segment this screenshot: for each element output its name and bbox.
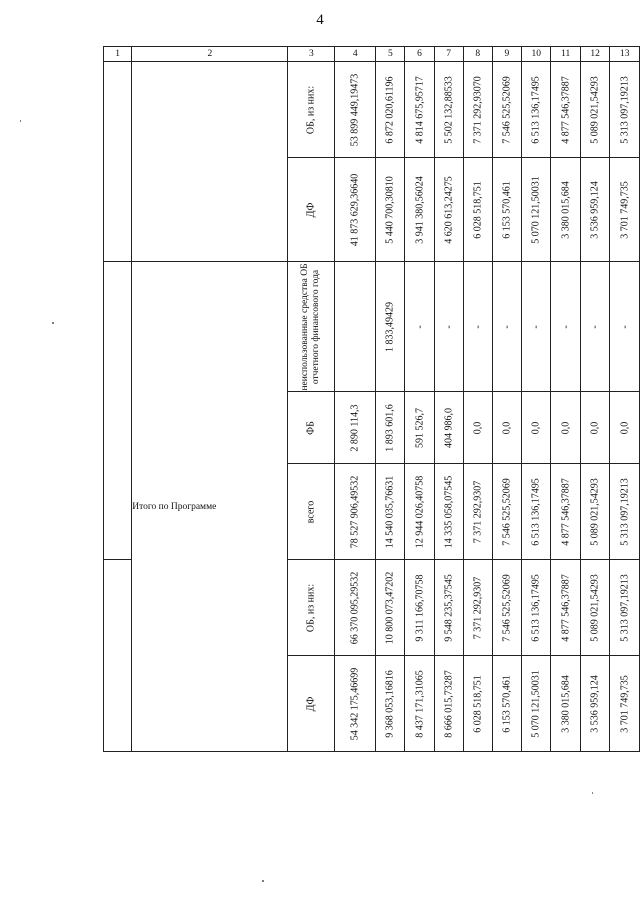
value-cell: 5 502 132,88533 <box>434 62 463 158</box>
empty-cell <box>104 62 132 262</box>
value-cell: 14 335 058,07545 <box>434 464 463 560</box>
value-cell: 3 536 959,124 <box>580 158 609 262</box>
value-cell: 0,0 <box>551 392 580 464</box>
value-cell: 4 877 546,37887 <box>551 62 580 158</box>
program-totals-table <box>103 46 640 752</box>
header-unused-funds: неиспользованные средства ОБ отчетного финансового года <box>288 262 335 392</box>
value-cell: 3 701 749,735 <box>610 158 640 262</box>
value-cell: 9 368 053,16816 <box>376 656 405 752</box>
column-number: 6 <box>405 47 434 62</box>
header-total: всего <box>288 464 335 560</box>
value-cell: 7 371 292,93070 <box>463 62 492 158</box>
header-df: ДФ <box>288 656 335 752</box>
column-number: 2 <box>132 47 288 62</box>
value-cell: 7 546 525,52069 <box>492 560 521 656</box>
value-cell: 1 893 601,6 <box>376 392 405 464</box>
value-cell: 6 513 136,17495 <box>521 560 550 656</box>
value-cell: 7 371 292,9307 <box>463 464 492 560</box>
empty-cell <box>104 262 132 560</box>
value-cell: 5 313 097,19213 <box>610 464 640 560</box>
page-number: 4 <box>316 12 324 28</box>
column-number: 11 <box>551 47 580 62</box>
value-cell: 3 701 749,735 <box>610 656 640 752</box>
value-cell: 9 548 235,37545 <box>434 560 463 656</box>
value-cell: 3 941 380,56024 <box>405 158 434 262</box>
column-number: 4 <box>335 47 376 62</box>
value-cell: 53 899 449,19473 <box>335 62 376 158</box>
value-cell: 8 666 015,73287 <box>434 656 463 752</box>
value-cell: 9 311 166,70758 <box>405 560 434 656</box>
value-cell: 4 877 546,37887 <box>551 464 580 560</box>
empty-cell <box>132 62 288 262</box>
column-number: 3 <box>288 47 335 62</box>
value-cell: 5 070 121,50031 <box>521 158 550 262</box>
value-cell: - <box>492 262 521 392</box>
value-cell <box>335 262 376 392</box>
value-cell: 4 620 613,24275 <box>434 158 463 262</box>
value-cell: 14 540 035,76631 <box>376 464 405 560</box>
value-cell: 6 513 136,17495 <box>521 62 550 158</box>
value-cell: 7 546 525,52069 <box>492 62 521 158</box>
column-number: 10 <box>521 47 550 62</box>
value-cell: 6 028 518,751 <box>463 158 492 262</box>
value-cell: 66 370 095,29532 <box>335 560 376 656</box>
value-cell: 5 313 097,19213 <box>610 62 640 158</box>
scan-speck <box>592 792 593 794</box>
column-number: 12 <box>580 47 609 62</box>
program-total-label: Итого по Программе <box>132 262 288 752</box>
value-cell: - <box>610 262 640 392</box>
value-cell: 0,0 <box>492 392 521 464</box>
value-cell: 404 986,0 <box>434 392 463 464</box>
value-cell: 0,0 <box>463 392 492 464</box>
value-cell: - <box>551 262 580 392</box>
header-fb: ФБ <box>288 392 335 464</box>
value-cell: 0,0 <box>610 392 640 464</box>
value-cell: 12 944 026,40758 <box>405 464 434 560</box>
value-cell: 0,0 <box>521 392 550 464</box>
value-cell: 5 440 700,30810 <box>376 158 405 262</box>
value-cell: 0,0 <box>580 392 609 464</box>
value-cell: 3 380 015,684 <box>551 158 580 262</box>
value-cell: 6 153 570,461 <box>492 158 521 262</box>
value-cell: 4 877 546,37887 <box>551 560 580 656</box>
column-number: 5 <box>376 47 405 62</box>
value-cell: 1 833,49429 <box>376 262 405 392</box>
empty-cell <box>104 560 132 752</box>
value-cell: 7 371 292,9307 <box>463 560 492 656</box>
value-cell: 4 814 675,95717 <box>405 62 434 158</box>
section-unused <box>104 262 640 392</box>
value-cell: 5 070 121,50031 <box>521 656 550 752</box>
value-cell: - <box>580 262 609 392</box>
value-cell: 6 513 136,17495 <box>521 464 550 560</box>
value-cell: 6 153 570,461 <box>492 656 521 752</box>
header-ob: ОБ, из них: <box>288 560 335 656</box>
column-number: 9 <box>492 47 521 62</box>
value-cell: 78 527 906,49532 <box>335 464 376 560</box>
value-cell: 5 313 097,19213 <box>610 560 640 656</box>
header-ob: ОБ, из них: <box>288 62 335 158</box>
column-number: 8 <box>463 47 492 62</box>
scan-speck <box>52 322 54 324</box>
value-cell: 8 437 171,31065 <box>405 656 434 752</box>
value-cell: - <box>521 262 550 392</box>
value-cell: 591 526,7 <box>405 392 434 464</box>
column-number: 13 <box>610 47 640 62</box>
value-cell: - <box>434 262 463 392</box>
scan-speck <box>262 880 264 882</box>
value-cell: 7 546 525,52069 <box>492 464 521 560</box>
value-cell: 3 536 959,124 <box>580 656 609 752</box>
section-ob-top <box>104 62 640 158</box>
value-cell: 5 089 021,54293 <box>580 62 609 158</box>
value-cell: - <box>463 262 492 392</box>
value-cell: 5 089 021,54293 <box>580 560 609 656</box>
value-cell: - <box>405 262 434 392</box>
header-df: ДФ <box>288 158 335 262</box>
column-number: 1 <box>104 47 132 62</box>
value-cell: 6 872 020,61196 <box>376 62 405 158</box>
value-cell: 3 380 015,684 <box>551 656 580 752</box>
value-cell: 41 873 629,36640 <box>335 158 376 262</box>
column-number: 7 <box>434 47 463 62</box>
value-cell: 2 890 114,3 <box>335 392 376 464</box>
value-cell: 5 089 021,54293 <box>580 464 609 560</box>
column-number-row <box>104 47 640 62</box>
value-cell: 10 800 073,47202 <box>376 560 405 656</box>
value-cell: 6 028 518,751 <box>463 656 492 752</box>
value-cell: 54 342 175,46699 <box>335 656 376 752</box>
scan-speck <box>20 120 21 122</box>
